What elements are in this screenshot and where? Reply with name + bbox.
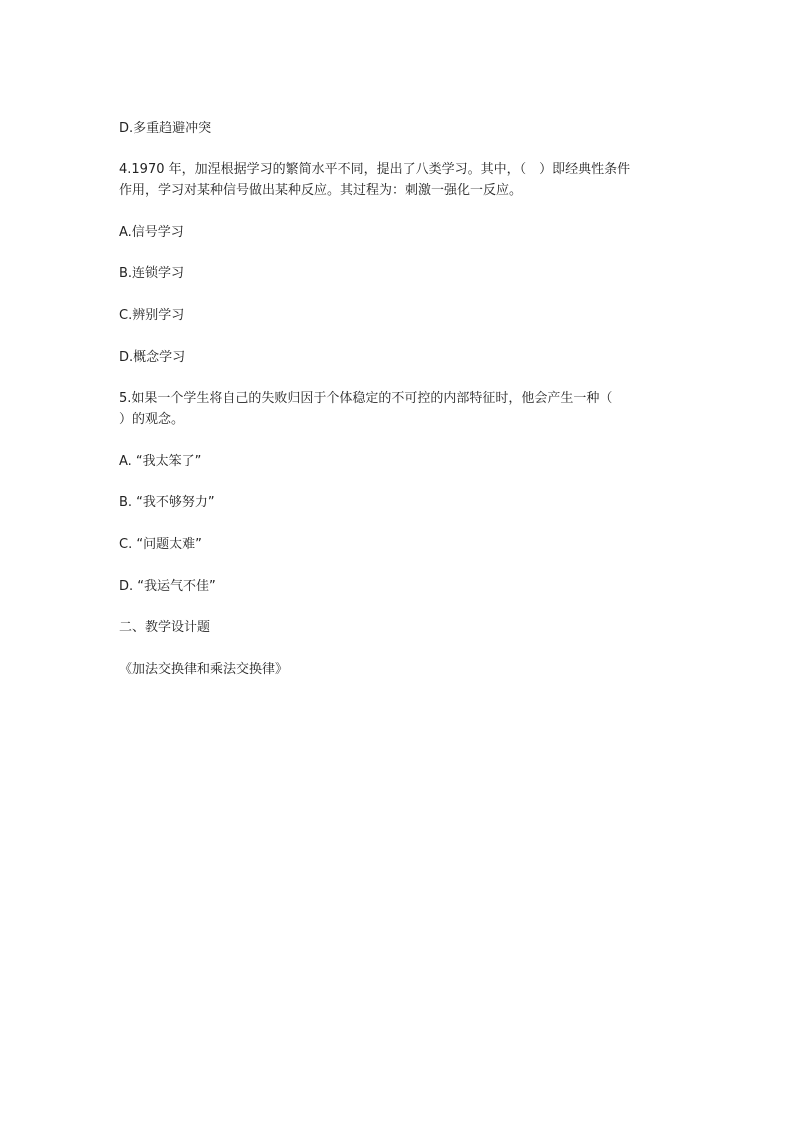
q3-option-d: D.多重趋避冲突: [119, 121, 212, 136]
lesson-title: 《加法交换律和乘法交换律》: [119, 662, 289, 677]
q4-option-a: A.信号学习: [119, 225, 184, 240]
q5-stem-line-1: 5.如果一个学生将自己的失败归因于个体稳定的不可控的内部特征时，他会产生一种（: [119, 391, 613, 406]
q5-option-d: D. “我运气不佳”: [119, 579, 216, 594]
q4-option-b: B.连锁学习: [119, 266, 185, 281]
q5-stem-line-2: ）的观念。: [119, 412, 185, 427]
q4-option-c: C.辨别学习: [119, 308, 185, 323]
q4-option-d: D.概念学习: [119, 350, 186, 365]
q5-option-c: C. “问题太难”: [119, 537, 202, 552]
section-heading: 二、教学设计题: [119, 620, 211, 635]
q5-option-b: B. “我不够努力”: [119, 495, 215, 510]
q4-stem-line-1: 4.1970 年，加涅根据学习的繁简水平不同，提出了八类学习。其中，（ ）即经典性条件: [119, 162, 631, 177]
q5-option-a: A. “我太笨了”: [119, 454, 202, 469]
q4-stem-line-2: 作用，学习对某种信号做出某种反应。其过程为：刺激一强化一反应。: [119, 183, 523, 198]
